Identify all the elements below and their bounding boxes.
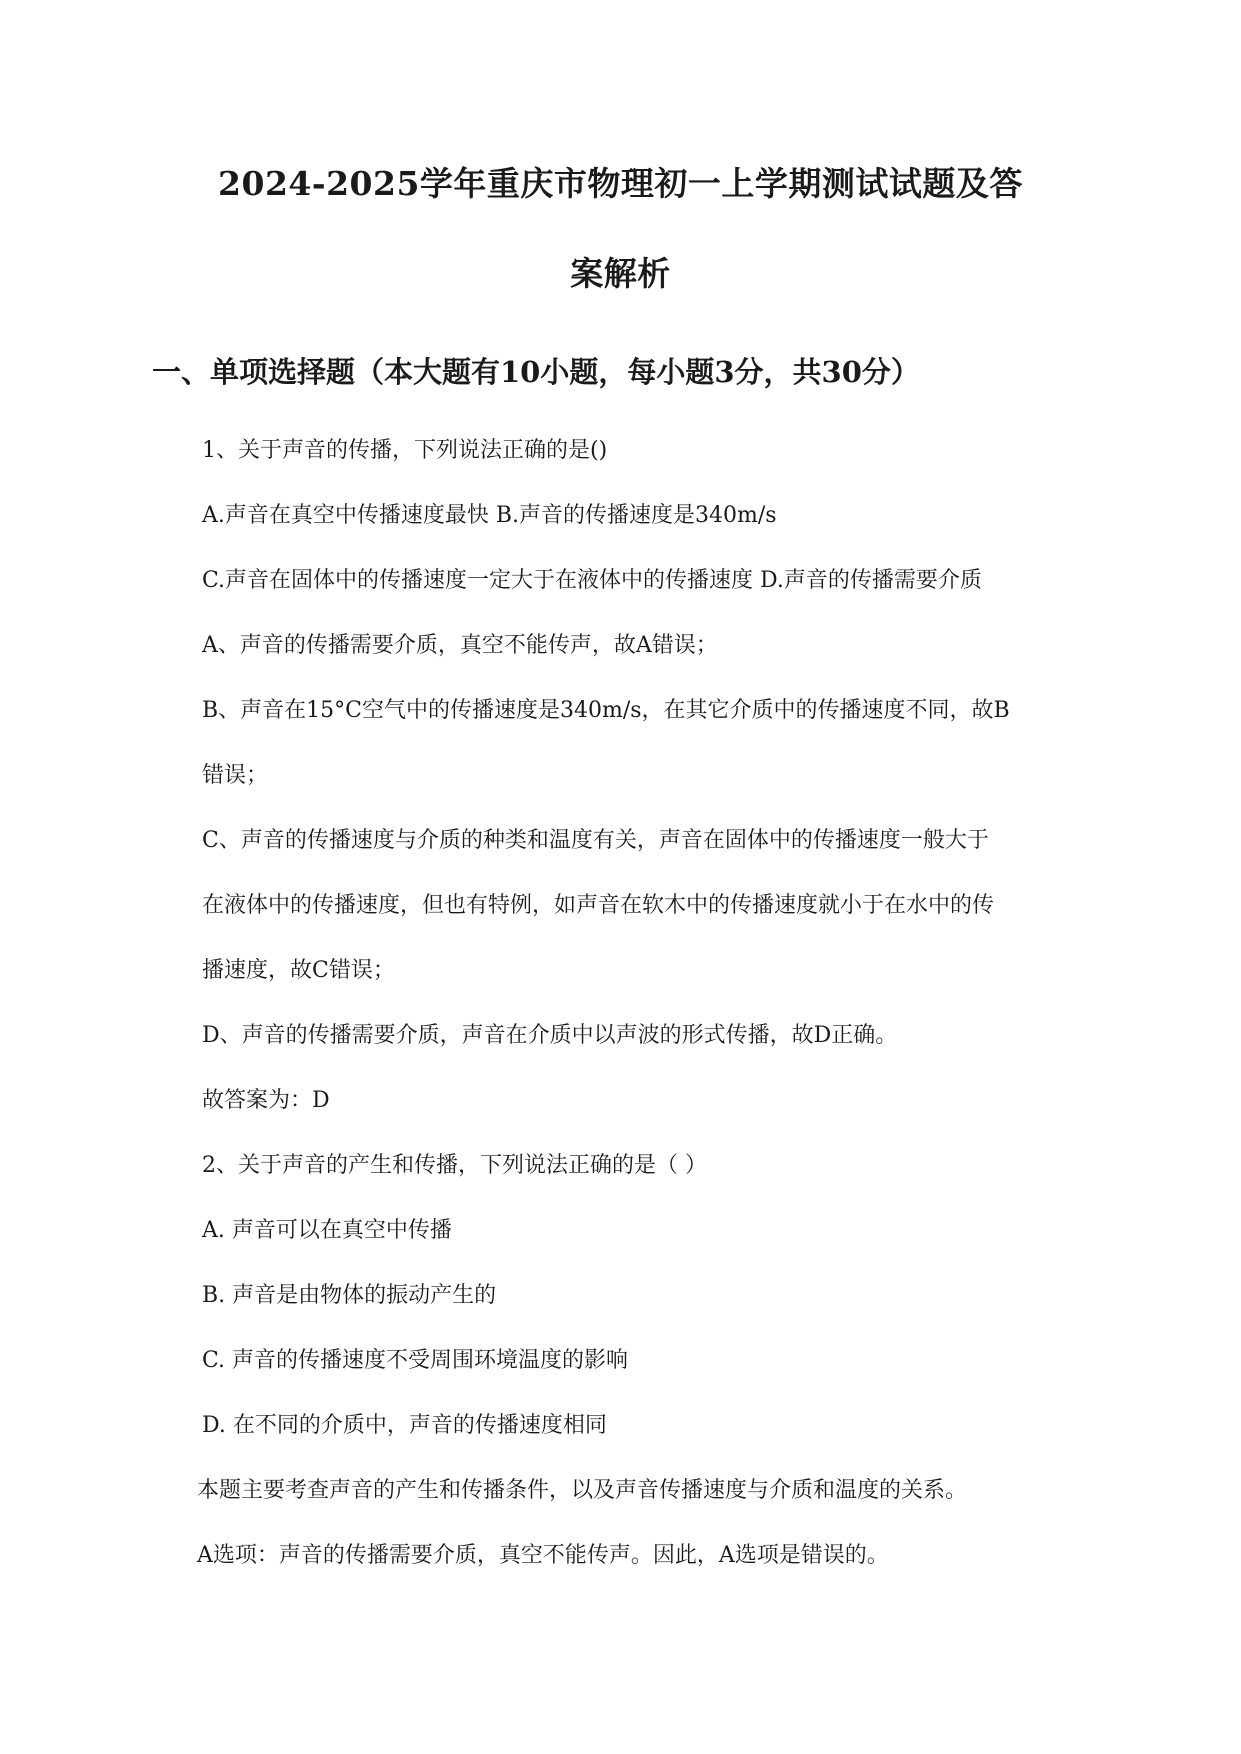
q2-option: B. 声音是由物体的振动产生的 — [202, 1283, 497, 1308]
q1-analysis-line: D、声音的传播需要介质，声音在介质中以声波的形式传播，故D正确。 — [202, 1023, 898, 1048]
q1-analysis-line: A、声音的传播需要介质，真空不能传声，故A错误； — [202, 633, 718, 658]
section-heading: 一、单项选择题（本大题有10小题，每小题3分，共30分） — [152, 355, 920, 389]
document-title-line-2: 案解析 — [570, 254, 671, 293]
q1-options-ab: A.声音在真空中传播速度最快 B.声音的传播速度是340m/s — [202, 503, 777, 528]
q2-option: D. 在不同的介质中，声音的传播速度相同 — [202, 1413, 607, 1438]
q1-stem: 1、关于声音的传播，下列说法正确的是() — [202, 438, 608, 463]
q2-option: A. 声音可以在真空中传播 — [202, 1218, 452, 1243]
q1-options-cd: C.声音在固体中的传播速度一定大于在液体中的传播速度 D.声音的传播需要介质 — [202, 568, 982, 593]
q2-stem: 2、关于声音的产生和传播，下列说法正确的是（ ） — [202, 1153, 707, 1178]
q2-intro: 本题主要考查声音的产生和传播条件，以及声音传播速度与介质和温度的关系。 — [197, 1478, 968, 1503]
q1-analysis-line: 错误； — [202, 763, 269, 788]
q1-analysis-line: B、声音在15°C空气中的传播速度是340m/s，在其它介质中的传播速度不同，故B — [202, 698, 1010, 723]
q1-analysis-line: 在液体中的传播速度，但也有特例，如声音在软木中的传播速度就小于在水中的传 — [202, 893, 995, 918]
q1-analysis-line: 播速度，故C错误； — [202, 958, 395, 983]
q1-answer: 故答案为：D — [202, 1088, 330, 1113]
document-title-line-1: 2024-2025学年重庆市物理初一上学期测试试题及答 — [218, 164, 1023, 203]
q2-analysis-a: A选项：声音的传播需要介质，真空不能传声。因此，A选项是错误的。 — [197, 1543, 889, 1568]
q1-analysis-line: C、声音的传播速度与介质的种类和温度有关，声音在固体中的传播速度一般大于 — [202, 828, 989, 853]
q2-option: C. 声音的传播速度不受周围环境温度的影响 — [202, 1348, 629, 1373]
